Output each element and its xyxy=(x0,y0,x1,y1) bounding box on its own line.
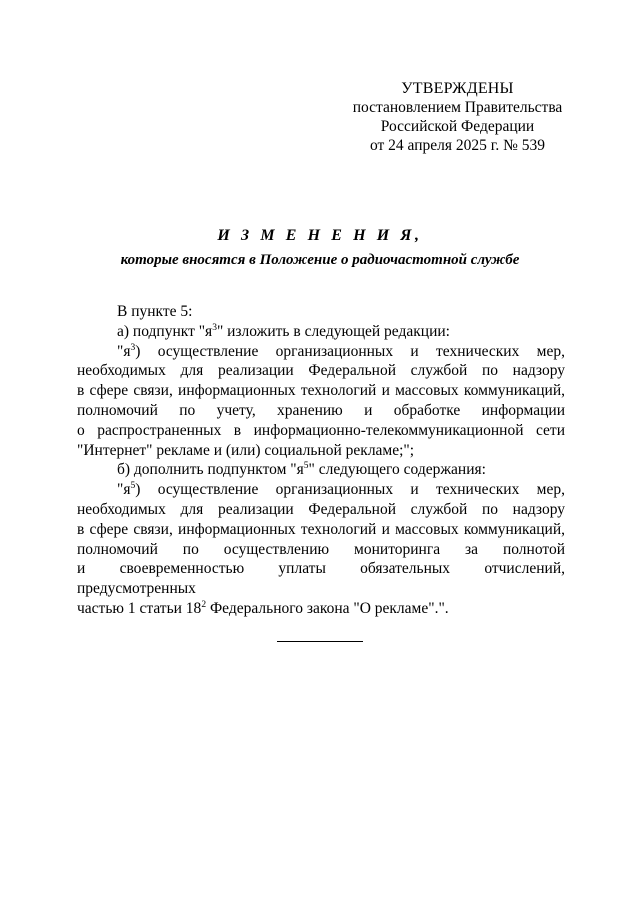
item-a-superscript: 3 xyxy=(212,322,217,333)
quote-b-first-line xyxy=(77,480,565,500)
quote-a-last-line: "Интернет" рекламе и (или) социальной рекламе;"; xyxy=(77,441,415,459)
quote-a-first-text: ) осуществление организационных и технических мер, xyxy=(135,342,565,360)
approval-line-2: Российской Федерации xyxy=(380,118,535,135)
paragraph-item-b xyxy=(77,460,565,480)
quote-a-line: необходимых для реализации Федеральной службой по надзору xyxy=(77,362,565,380)
document-title: И З М Е Н Е Н И Я, xyxy=(217,227,423,244)
paragraph-item-a xyxy=(77,322,565,342)
approval-line-3: от 24 апреля 2025 г. № 539 xyxy=(369,137,546,154)
quote-b-last-line xyxy=(77,599,565,619)
document-subtitle: которые вносятся в Положение о радиочастотной службе xyxy=(120,252,520,268)
quote-b-line: полномочий по осуществлению мониторинга за полнотой xyxy=(77,540,565,558)
item-b-text-end: " следующего содержания: xyxy=(308,461,486,479)
quote-a-superscript: 3 xyxy=(130,342,136,353)
item-a-text: а) подпункт "я xyxy=(117,322,213,340)
quote-a-first-line xyxy=(77,342,565,362)
paragraph-intro: В пункте 5: xyxy=(117,303,193,320)
quote-b-superscript: 5 xyxy=(130,481,136,492)
item-a-text-end: " изложить в следующей редакции: xyxy=(216,322,450,340)
approval-line-1: постановлением Правительства xyxy=(352,99,563,116)
quote-b-first-text: ) осуществление организационных и технических мер, xyxy=(135,481,565,499)
document-body xyxy=(77,302,565,619)
quote-b-last-superscript: 2 xyxy=(201,599,207,610)
quote-a-line: в сфере связи, информационных технологий и массовых коммуникаций, xyxy=(77,382,565,400)
quote-b-last-text: частью 1 статьи 18 xyxy=(77,599,202,617)
item-b-text: б) дополнить подпунктом "я xyxy=(117,461,304,479)
quote-b-line: необходимых для реализации Федеральной службой по надзору xyxy=(77,500,565,518)
quote-b-line: в сфере связи, информационных технологий и массовых коммуникаций, xyxy=(77,520,565,538)
quote-b-line: и своевременностью уплаты обязательных отчислений, предусмотренных xyxy=(77,560,565,598)
quote-b-open: "я xyxy=(117,481,131,499)
approval-title: УТВЕРЖДЕНЫ xyxy=(401,80,514,97)
item-b-superscript: 5 xyxy=(303,461,309,472)
quote-b-last-text-end: Федерального закона "О рекламе".". xyxy=(206,599,449,617)
quote-a-open: "я xyxy=(117,342,131,360)
separator-line xyxy=(277,641,363,642)
quote-a-line: полномочий по учету, хранению и обработке информации xyxy=(77,401,565,419)
approval-block xyxy=(340,79,575,155)
quote-a-line: о распространенных в информационно-телекоммуникационной сети xyxy=(77,421,565,439)
